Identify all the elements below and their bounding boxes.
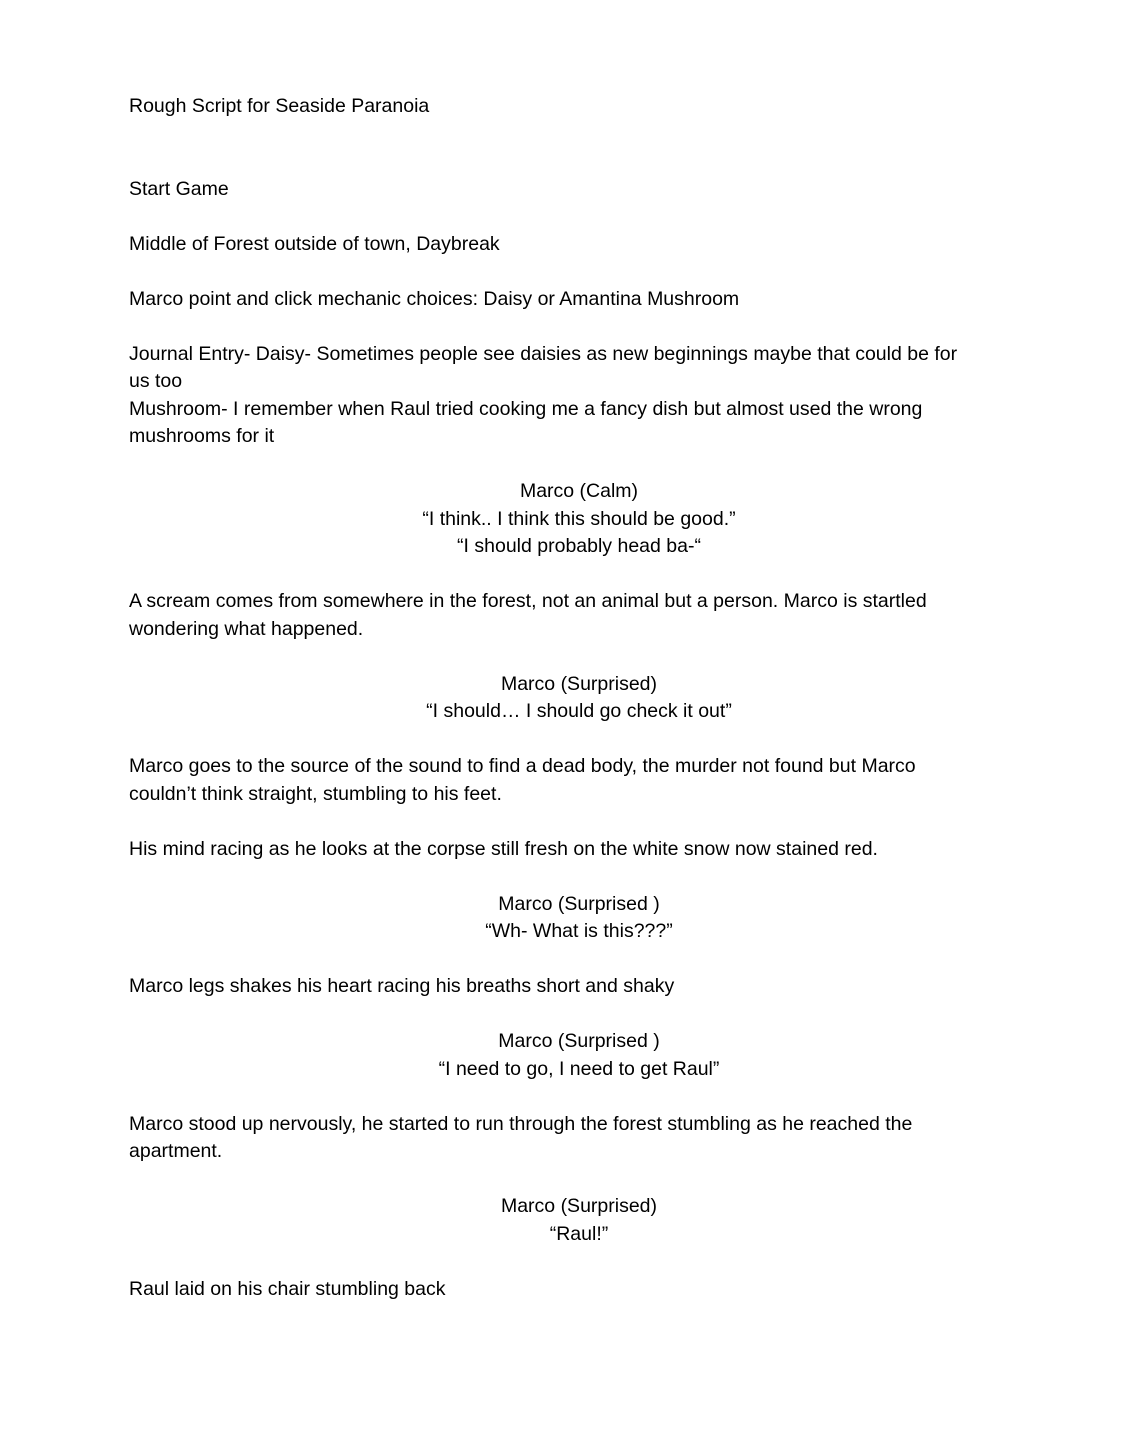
dialogue-block (129, 1028, 1029, 1083)
action-line: apartment. (129, 1140, 223, 1162)
dialogue-block (129, 1193, 1029, 1248)
action-line: A scream comes from somewhere in the forest, not an animal but a person. Marco is startled (129, 590, 927, 612)
scene-heading: Middle of Forest outside of town, Daybreak (129, 232, 500, 255)
dialogue-block (129, 478, 1029, 561)
dialogue-line: “Raul!” (549, 1222, 609, 1245)
dialogue-line: “I think.. I think this should be good.” (422, 507, 736, 530)
section-start-game: Start Game (129, 177, 229, 200)
action-paragraph: Marco legs shakes his heart racing his breaths short and shaky (129, 975, 675, 997)
dialogue-line: “I should… I should go check it out” (426, 700, 732, 722)
document-title: Rough Script for Seaside Paranoia (129, 95, 430, 117)
script-document (129, 93, 1029, 1303)
action-line: wondering what happened. (129, 617, 364, 640)
dialogue-speaker: Marco (Surprised) (500, 1195, 658, 1217)
dialogue-block (129, 671, 1029, 726)
action-paragraph (129, 588, 1029, 643)
journal-mushroom-line-2: mushrooms for it (129, 425, 275, 447)
dialogue-speaker: Marco (Surprised) (500, 672, 658, 695)
dialogue-line: “I should probably head ba-“ (457, 535, 701, 557)
dialogue-speaker: Marco (Surprised ) (498, 1030, 660, 1052)
action-paragraph (129, 1111, 1029, 1166)
action-line: Marco stood up nervously, he started to run through the forest stumbling as he reached the (129, 1112, 913, 1135)
dialogue-block (129, 891, 1029, 946)
journal-daisy-line-2: us too (129, 370, 183, 392)
dialogue-speaker: Marco (Surprised ) (498, 892, 660, 915)
mechanic-note: Marco point and click mechanic choices: Daisy or Amantina Mushroom (129, 287, 740, 310)
action-line: Marco goes to the source of the sound to find a dead body, the murder not found but Marco (129, 755, 916, 777)
dialogue-line: “I need to go, I need to get Raul” (438, 1057, 720, 1080)
action-paragraph: His mind racing as he looks at the corpse still fresh on the white snow now stained red. (129, 837, 878, 860)
journal-mushroom-line-1: Mushroom- I remember when Raul tried cooking me a fancy dish but almost used the wrong (129, 397, 923, 420)
action-paragraph: Raul laid on his chair stumbling back (129, 1277, 446, 1300)
journal-entry (129, 341, 1029, 451)
action-paragraph (129, 753, 1029, 808)
journal-daisy-line-1: Journal Entry- Daisy- Sometimes people see daisies as new beginnings maybe that could be for (129, 342, 958, 365)
action-line: couldn’t think straight, stumbling to his feet. (129, 782, 502, 805)
dialogue-line: “Wh- What is this???” (485, 920, 673, 942)
dialogue-speaker: Marco (Calm) (519, 480, 639, 502)
